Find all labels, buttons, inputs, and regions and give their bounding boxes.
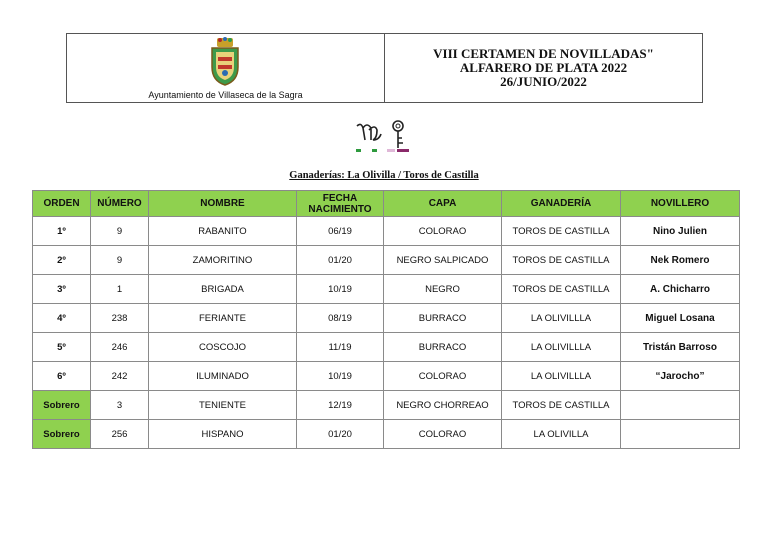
cell-ganaderia: LA OLIVILLA (502, 420, 621, 449)
cell-orden: 1º (33, 217, 91, 246)
table-header-row (33, 191, 740, 217)
header-fecha-line1: FECHA (322, 192, 358, 204)
header-numero: NÚMERO (91, 191, 149, 217)
event-title-line3: 26/JUNIO/2022 (500, 74, 587, 89)
header-capa: CAPA (384, 191, 502, 217)
cell-novillero: Nek Romero (621, 246, 740, 275)
header-orden: ORDEN (33, 191, 91, 217)
cell-numero: 238 (91, 304, 149, 333)
cell-capa: COLORAO (384, 362, 502, 391)
table-row (33, 304, 740, 333)
cell-ganaderia: TOROS DE CASTILLA (502, 275, 621, 304)
cell-nombre: TENIENTE (149, 391, 297, 420)
cell-numero: 256 (91, 420, 149, 449)
cell-nombre: HISPANO (149, 420, 297, 449)
header-box (66, 33, 703, 103)
table-row (33, 275, 740, 304)
header-novillero: NOVILLERO (621, 191, 740, 217)
cell-ganaderia: LA OLIVILLLA (502, 362, 621, 391)
cell-fecha: 01/20 (297, 246, 384, 275)
town-label: Ayuntamiento de Villaseca de la Sagra (148, 90, 303, 100)
header-nombre: NOMBRE (149, 191, 297, 217)
cell-orden: Sobrero (33, 420, 91, 449)
event-title-line1: VIII CERTAMEN DE NOVILLADAS" (433, 46, 654, 61)
cell-novillero: Nino Julien (621, 217, 740, 246)
cell-capa: NEGRO SALPICADO (384, 246, 502, 275)
cell-orden: 4º (33, 304, 91, 333)
header-ganaderia: GANADERÍA (502, 191, 621, 217)
cell-nombre: FERIANTE (149, 304, 297, 333)
table-row (33, 246, 740, 275)
cell-orden: 6º (33, 362, 91, 391)
cell-novillero (621, 420, 740, 449)
cell-novillero: Miguel Losana (621, 304, 740, 333)
subtitle: Ganaderías: La Olivilla / Toros de Castilla (289, 170, 479, 181)
header-fecha (297, 191, 384, 217)
header-fecha-line2: NACIMIENTO (308, 203, 372, 215)
table-row (33, 217, 740, 246)
cell-numero: 9 (91, 246, 149, 275)
cell-fecha: 06/19 (297, 217, 384, 246)
cell-numero: 246 (91, 333, 149, 362)
mg-key-logo-icon (353, 118, 415, 156)
cell-capa: COLORAO (384, 420, 502, 449)
cell-capa: NEGRO CHORREAO (384, 391, 502, 420)
cell-fecha: 01/20 (297, 420, 384, 449)
cell-novillero: A. Chicharro (621, 275, 740, 304)
cell-orden: 5º (33, 333, 91, 362)
cell-ganaderia: LA OLIVILLLA (502, 304, 621, 333)
bull-table (32, 190, 740, 449)
header-left (67, 34, 385, 102)
cell-numero: 1 (91, 275, 149, 304)
cell-nombre: COSCOJO (149, 333, 297, 362)
cell-fecha: 10/19 (297, 362, 384, 391)
cell-nombre: ILUMINADO (149, 362, 297, 391)
event-title-line2: ALFARERO DE PLATA 2022 (459, 60, 628, 75)
cell-nombre: RABANITO (149, 217, 297, 246)
cell-orden: 2º (33, 246, 91, 275)
cell-novillero: “Jarocho” (621, 362, 740, 391)
table-row (33, 391, 740, 420)
cell-numero: 242 (91, 362, 149, 391)
cell-orden: 3º (33, 275, 91, 304)
cell-capa: BURRACO (384, 304, 502, 333)
cell-nombre: BRIGADA (149, 275, 297, 304)
cell-ganaderia: TOROS DE CASTILLA (502, 217, 621, 246)
cell-ganaderia: TOROS DE CASTILLA (502, 246, 621, 275)
cell-fecha: 10/19 (297, 275, 384, 304)
cell-capa: COLORAO (384, 217, 502, 246)
table-row (33, 362, 740, 391)
cell-fecha: 12/19 (297, 391, 384, 420)
cell-fecha: 11/19 (297, 333, 384, 362)
event-title (385, 34, 702, 102)
table-row (33, 420, 740, 449)
cell-numero: 9 (91, 217, 149, 246)
cell-capa: NEGRO (384, 275, 502, 304)
cell-ganaderia: TOROS DE CASTILLA (502, 391, 621, 420)
cell-capa: BURRACO (384, 333, 502, 362)
cell-ganaderia: LA OLIVILLLA (502, 333, 621, 362)
cell-orden: Sobrero (33, 391, 91, 420)
cell-fecha: 08/19 (297, 304, 384, 333)
coat-of-arms-icon (207, 37, 243, 87)
cell-nombre: ZAMORITINO (149, 246, 297, 275)
cell-numero: 3 (91, 391, 149, 420)
cell-novillero (621, 391, 740, 420)
table-row (33, 333, 740, 362)
cell-novillero: Tristán Barroso (621, 333, 740, 362)
